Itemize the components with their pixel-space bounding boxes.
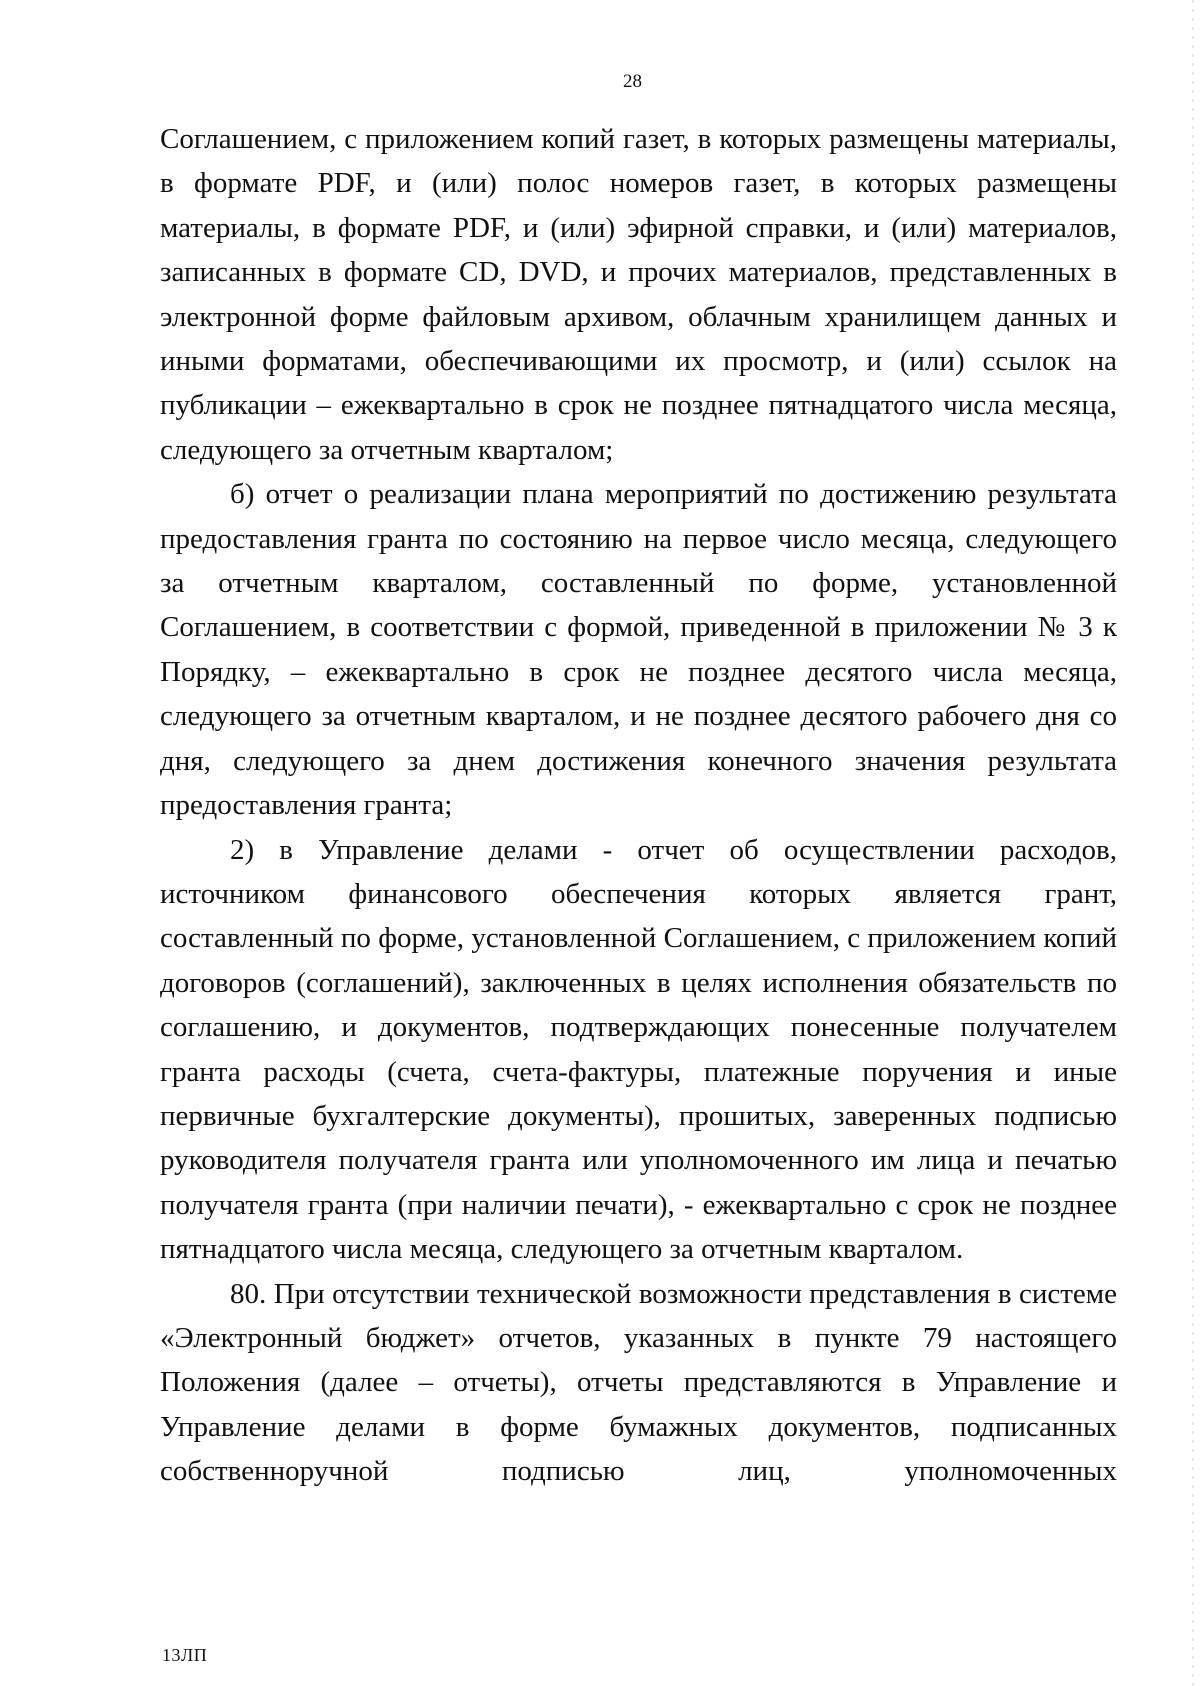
footer-code: 13ЛП [162,1645,208,1665]
document-body [160,117,1117,1494]
page-number: 28 [623,71,642,92]
paragraph-continuation: Соглашением, с приложением копий газет, в которых размещены материалы, в формате PDF, и (или) полос номеров газет, в которых размещены материалы, в формате PDF, и (или) эфирной справки, и (или) материалов, записанных в формате CD, DVD, и прочих материалов, представленных в электронной форме файловым архивом, облачным хранилищем данных и иными форматами, обеспечивающими их просмотр, и (или) ссылок на публикации – ежеквартально в срок не позднее пятнадцатого числа месяца, следующего за отчетным кварталом; [160,123,1117,466]
paragraph-item-80: 80. При отсутствии технической возможности представления в системе «Электронный бюджет» отчетов, указанных в пункте 79 настоящего Положения (далее – отчеты), отчеты представляются в Управление и Управление делами в форме бумажных документов, подписанных собственноручной подписью лиц, уполномоченных [160,1277,1117,1488]
paragraph-item-b: б) отчет о реализации плана мероприятий по достижению результата предоставления гранта по состоянию на первое число месяца, следующего за отчетным кварталом, составленный по форме, установленной Соглашением, в соответствии с формой, приведенной в приложении № 3 к Порядку, – ежеквартально в срок не позднее десятого числа месяца, следующего за отчетным кварталом, и не позднее десятого рабочего дня со дня, следующего за днем достижения конечного значения результата предоставления гранта; [160,478,1117,822]
paragraph-item-2: 2) в Управление делами - отчет об осуществлении расходов, источником финансового обеспечения которых является грант, составленный по форме, установленной Соглашением, с приложением копий договоров (соглашений), заключенных в целях исполнения обязательств по соглашению, и документов, подтверждающих понесенные получателем гранта расходы (счета, счета-фактуры, платежные поручения и иные первичные бухгалтерские документы), прошитых, заверенных подписью руководителя получателя гранта или уполномоченного им лица и печатью получателя гранта (при наличии печати), - ежеквартально с срок не позднее пятнадцатого числа месяца, следующего за отчетным кварталом. [160,833,1117,1266]
scan-edge-artifact [1192,0,1194,1686]
